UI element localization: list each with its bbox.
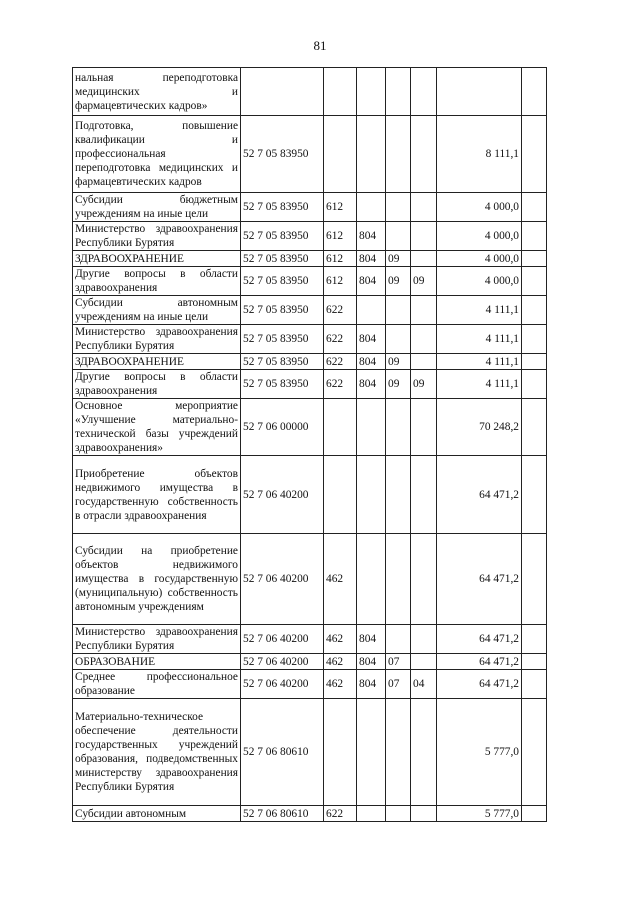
empty-cell <box>522 654 547 670</box>
section-cell: 07 <box>386 654 411 670</box>
empty-cell <box>522 806 547 822</box>
empty-cell <box>522 222 547 251</box>
table-row <box>73 251 547 267</box>
amount-cell: 5 777,0 <box>437 699 522 806</box>
section-cell <box>386 806 411 822</box>
row-name-cell: Субсидии бюджетным учреждениям на иные цели <box>73 193 241 222</box>
amount-cell: 4 111,1 <box>437 296 522 325</box>
row-name-cell: ЗДРАВООХРАНЕНИЕ <box>73 251 241 267</box>
empty-cell <box>522 296 547 325</box>
ministry-code-cell: 804 <box>357 354 386 370</box>
row-name-cell: Основное мероприятие «Улучшение материально-технической базы учреждений здравоохранения» <box>73 399 241 456</box>
empty-cell <box>522 267 547 296</box>
section-cell <box>386 625 411 654</box>
row-name-cell: Субсидии автономным <box>73 806 241 822</box>
expense-type-cell: 612 <box>324 251 357 267</box>
empty-cell <box>522 354 547 370</box>
amount-cell: 70 248,2 <box>437 399 522 456</box>
table-row <box>73 116 547 193</box>
target-article-cell: 52 7 05 83950 <box>241 325 324 354</box>
table-row <box>73 699 547 806</box>
target-article-cell: 52 7 05 83950 <box>241 370 324 399</box>
empty-cell <box>522 534 547 625</box>
section-cell: 09 <box>386 251 411 267</box>
section-cell <box>386 456 411 534</box>
section-cell <box>386 193 411 222</box>
ministry-code-cell: 804 <box>357 251 386 267</box>
subsection-cell: 09 <box>411 267 437 296</box>
expense-type-cell: 612 <box>324 193 357 222</box>
row-name-cell: Субсидии на приобретение объектов недвижимого имущества в государственную (муниципальную) собственность автономным учреждениям <box>73 534 241 625</box>
row-name-cell: ЗДРАВООХРАНЕНИЕ <box>73 354 241 370</box>
empty-cell <box>522 625 547 654</box>
table-row <box>73 399 547 456</box>
expense-type-cell: 462 <box>324 625 357 654</box>
amount-cell <box>437 68 522 116</box>
target-article-cell: 52 7 06 40200 <box>241 625 324 654</box>
amount-cell: 4 000,0 <box>437 222 522 251</box>
empty-cell <box>522 68 547 116</box>
subsection-cell <box>411 116 437 193</box>
amount-cell: 8 111,1 <box>437 116 522 193</box>
ministry-code-cell <box>357 699 386 806</box>
ministry-code-cell: 804 <box>357 222 386 251</box>
section-cell <box>386 699 411 806</box>
ministry-code-cell <box>357 399 386 456</box>
amount-cell: 64 471,2 <box>437 654 522 670</box>
subsection-cell <box>411 68 437 116</box>
expense-type-cell: 462 <box>324 654 357 670</box>
table-row <box>73 354 547 370</box>
empty-cell <box>522 251 547 267</box>
page-number: 81 <box>313 38 327 53</box>
empty-cell <box>522 670 547 699</box>
amount-cell: 64 471,2 <box>437 670 522 699</box>
amount-cell: 4 111,1 <box>437 370 522 399</box>
row-name-cell: Министерство здравоохранения Республики Бурятия <box>73 325 241 354</box>
subsection-cell <box>411 296 437 325</box>
amount-cell: 64 471,2 <box>437 625 522 654</box>
row-name-cell: ОБРАЗОВАНИЕ <box>73 654 241 670</box>
subsection-cell <box>411 399 437 456</box>
ministry-code-cell: 804 <box>357 370 386 399</box>
target-article-cell: 52 7 06 40200 <box>241 456 324 534</box>
section-cell <box>386 399 411 456</box>
expense-type-cell <box>324 399 357 456</box>
expense-type-cell: 622 <box>324 296 357 325</box>
subsection-cell <box>411 325 437 354</box>
section-cell: 09 <box>386 267 411 296</box>
target-article-cell: 52 7 05 83950 <box>241 116 324 193</box>
row-name-cell: нальная переподготовка медицинских и фармацевтических кадров» <box>73 68 241 116</box>
ministry-code-cell <box>357 456 386 534</box>
ministry-code-cell <box>357 806 386 822</box>
expense-type-cell <box>324 699 357 806</box>
subsection-cell <box>411 251 437 267</box>
expense-type-cell: 622 <box>324 370 357 399</box>
section-cell <box>386 534 411 625</box>
table-row <box>73 193 547 222</box>
row-name-cell: Среднее профессиональное образование <box>73 670 241 699</box>
expense-type-cell <box>324 116 357 193</box>
table-row <box>73 670 547 699</box>
expense-type-cell: 612 <box>324 222 357 251</box>
amount-cell: 5 777,0 <box>437 806 522 822</box>
subsection-cell <box>411 654 437 670</box>
table-row <box>73 222 547 251</box>
section-cell <box>386 116 411 193</box>
row-name-cell: Подготовка, повышение квалификации и профессиональная переподготовка медицинских и фармацевтических кадров <box>73 116 241 193</box>
row-name-cell: Материально-техническое обеспечение деятельности государственных учреждений образования, подведомственных министерству здравоохранения Республики Бурятия <box>73 699 241 806</box>
expense-type-cell: 462 <box>324 670 357 699</box>
amount-cell: 64 471,2 <box>437 456 522 534</box>
table-row <box>73 325 547 354</box>
row-name-cell: Другие вопросы в области здравоохранения <box>73 370 241 399</box>
target-article-cell: 52 7 06 40200 <box>241 670 324 699</box>
row-name-cell: Министерство здравоохранения Республики Бурятия <box>73 625 241 654</box>
row-name-cell: Приобретение объектов недвижимого имущества в государственную собственность в отрасли здравоохранения <box>73 456 241 534</box>
empty-cell <box>522 456 547 534</box>
section-cell <box>386 68 411 116</box>
section-cell: 09 <box>386 354 411 370</box>
target-article-cell: 52 7 05 83950 <box>241 251 324 267</box>
expense-type-cell <box>324 456 357 534</box>
expense-type-cell <box>324 68 357 116</box>
target-article-cell <box>241 68 324 116</box>
table-row <box>73 68 547 116</box>
amount-cell: 4 111,1 <box>437 325 522 354</box>
ministry-code-cell: 804 <box>357 670 386 699</box>
target-article-cell: 52 7 06 40200 <box>241 534 324 625</box>
subsection-cell <box>411 354 437 370</box>
target-article-cell: 52 7 05 83950 <box>241 296 324 325</box>
section-cell <box>386 222 411 251</box>
empty-cell <box>522 116 547 193</box>
table-row <box>73 625 547 654</box>
empty-cell <box>522 399 547 456</box>
ministry-code-cell: 804 <box>357 325 386 354</box>
ministry-code-cell: 804 <box>357 267 386 296</box>
subsection-cell <box>411 456 437 534</box>
ministry-code-cell: 804 <box>357 654 386 670</box>
row-name-cell: Субсидии автономным учреждениям на иные цели <box>73 296 241 325</box>
target-article-cell: 52 7 06 40200 <box>241 654 324 670</box>
table-row <box>73 534 547 625</box>
subsection-cell: 04 <box>411 670 437 699</box>
table-body <box>73 68 547 822</box>
empty-cell <box>522 699 547 806</box>
table-row <box>73 267 547 296</box>
table-row <box>73 654 547 670</box>
target-article-cell: 52 7 05 83950 <box>241 222 324 251</box>
table-row <box>73 806 547 822</box>
section-cell <box>386 296 411 325</box>
ministry-code-cell <box>357 193 386 222</box>
amount-cell: 4 000,0 <box>437 251 522 267</box>
amount-cell: 4 000,0 <box>437 267 522 296</box>
amount-cell: 4 111,1 <box>437 354 522 370</box>
subsection-cell <box>411 534 437 625</box>
table-row <box>73 370 547 399</box>
budget-table <box>72 67 547 822</box>
ministry-code-cell <box>357 534 386 625</box>
subsection-cell <box>411 222 437 251</box>
expense-type-cell: 622 <box>324 806 357 822</box>
ministry-code-cell <box>357 116 386 193</box>
subsection-cell <box>411 699 437 806</box>
empty-cell <box>522 325 547 354</box>
ministry-code-cell <box>357 68 386 116</box>
target-article-cell: 52 7 06 80610 <box>241 806 324 822</box>
table-row <box>73 296 547 325</box>
row-name-cell: Другие вопросы в области здравоохранения <box>73 267 241 296</box>
section-cell <box>386 325 411 354</box>
target-article-cell: 52 7 06 00000 <box>241 399 324 456</box>
target-article-cell: 52 7 06 80610 <box>241 699 324 806</box>
target-article-cell: 52 7 05 83950 <box>241 354 324 370</box>
amount-cell: 64 471,2 <box>437 534 522 625</box>
row-name-cell: Министерство здравоохранения Республики Бурятия <box>73 222 241 251</box>
subsection-cell <box>411 806 437 822</box>
expense-type-cell: 622 <box>324 325 357 354</box>
subsection-cell: 09 <box>411 370 437 399</box>
section-cell: 09 <box>386 370 411 399</box>
expense-type-cell: 462 <box>324 534 357 625</box>
ministry-code-cell <box>357 296 386 325</box>
expense-type-cell: 622 <box>324 354 357 370</box>
target-article-cell: 52 7 05 83950 <box>241 193 324 222</box>
expense-type-cell: 612 <box>324 267 357 296</box>
table-row <box>73 456 547 534</box>
subsection-cell <box>411 625 437 654</box>
subsection-cell <box>411 193 437 222</box>
empty-cell <box>522 370 547 399</box>
section-cell: 07 <box>386 670 411 699</box>
empty-cell <box>522 193 547 222</box>
target-article-cell: 52 7 05 83950 <box>241 267 324 296</box>
amount-cell: 4 000,0 <box>437 193 522 222</box>
ministry-code-cell: 804 <box>357 625 386 654</box>
